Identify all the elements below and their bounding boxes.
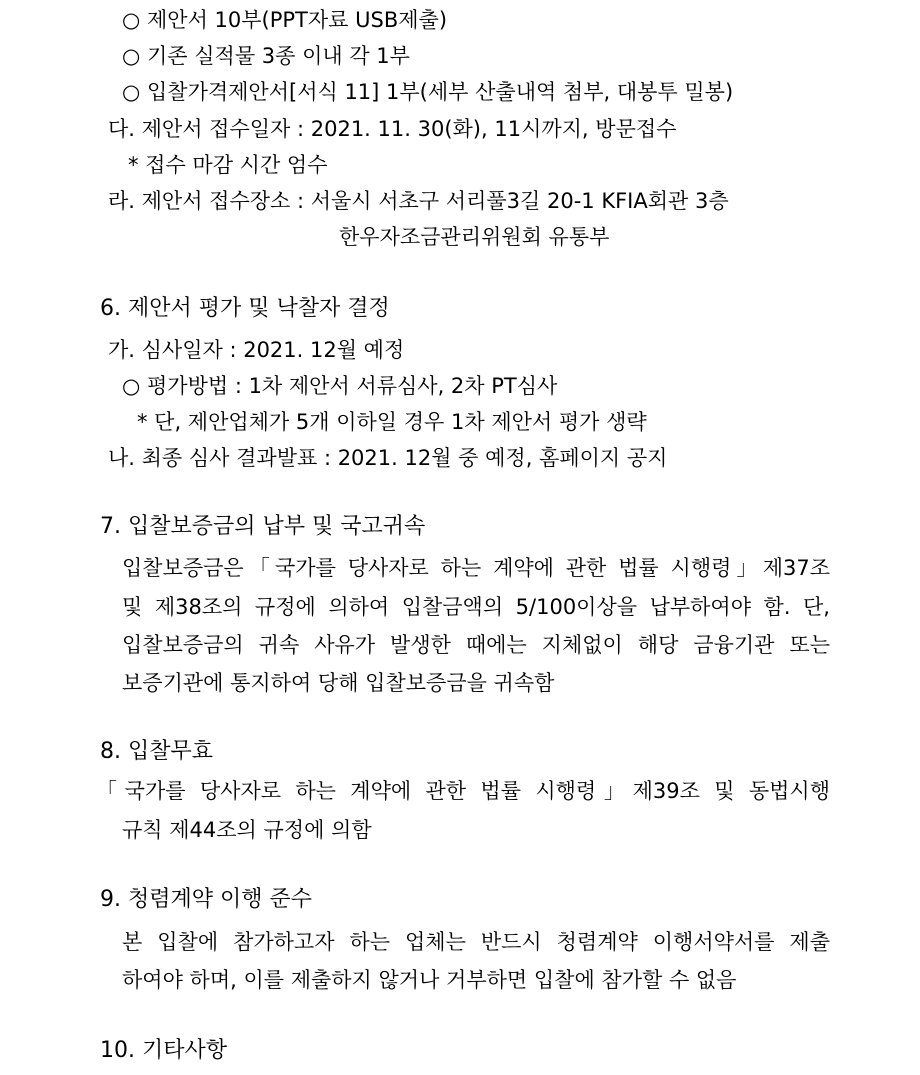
section-6-title: 6. 제안서 평가 및 낙찰자 결정 (100, 296, 390, 321)
submission-date: 다. 제안서 접수일자 : 2021. 11. 30(화), 11시까지, 방문접수 (108, 117, 677, 141)
list-item-bid-price: ○ 입찰가격제안서[서식 11] 1부(세부 산출내역 첨부, 대봉투 밀봉) (122, 80, 734, 104)
submission-deadline-note: * 접수 마감 시간 엄수 (128, 153, 328, 177)
section-7-text-line: 보증기관에 통지하여 당해 입찰보증금을 귀속함 (122, 671, 555, 695)
result-announcement: 나. 최종 심사 결과발표 : 2021. 12월 중 예정, 홈페이지 공지 (108, 446, 668, 470)
section-10-title: 10. 기타사항 (100, 1038, 227, 1063)
section-8-title: 8. 입찰무효 (100, 739, 213, 764)
section-8-text-line: 「국가를 당사자로 하는 계약에 관한 법률 시행령」제39조 및 동법시행 (96, 779, 830, 803)
section-9-text-line: 하여야 하며, 이를 제출하지 않거나 거부하면 입찰에 참가할 수 없음 (122, 968, 737, 992)
list-item-proposal-copies: ○ 제안서 10부(PPT자료 USB제출) (122, 8, 448, 32)
section-9-text-line: 본 입찰에 참가하고자 하는 업체는 반드시 청렴계약 이행서약서를 제출 (122, 930, 830, 954)
review-date: 가. 심사일자 : 2021. 12월 예정 (108, 338, 405, 362)
section-7-title: 7. 입찰보증금의 납부 및 국고귀속 (100, 514, 426, 539)
section-9-title: 9. 청렴계약 이행 준수 (100, 887, 312, 912)
section-7-text-line: 입찰보증금의 귀속 사유가 발생한 때에는 지체없이 해당 금융기관 또는 (122, 633, 830, 657)
list-item-past-records: ○ 기존 실적물 3종 이내 각 1부 (122, 44, 410, 68)
evaluation-note: * 단, 제안업체가 5개 이하일 경우 1차 제안서 평가 생략 (137, 410, 647, 434)
evaluation-method: ○ 평가방법 : 1차 제안서 서류심사, 2차 PT심사 (122, 374, 558, 398)
section-7-text-line: 입찰보증금은「국가를 당사자로 하는 계약에 관한 법률 시행령」제37조 (122, 556, 830, 580)
submission-place: 라. 제안서 접수장소 : 서울시 서초구 서리풀3길 20-1 KFIA회관 3층 (108, 189, 729, 213)
section-8-text-line: 규칙 제44조의 규정에 의함 (122, 818, 372, 842)
submission-place-dept: 한우자조금관리위원회 유통부 (339, 225, 610, 249)
section-7-text-line: 및 제38조의 규정에 의하여 입찰금액의 5/100이상을 납부하여야 함. 단, (122, 595, 830, 619)
